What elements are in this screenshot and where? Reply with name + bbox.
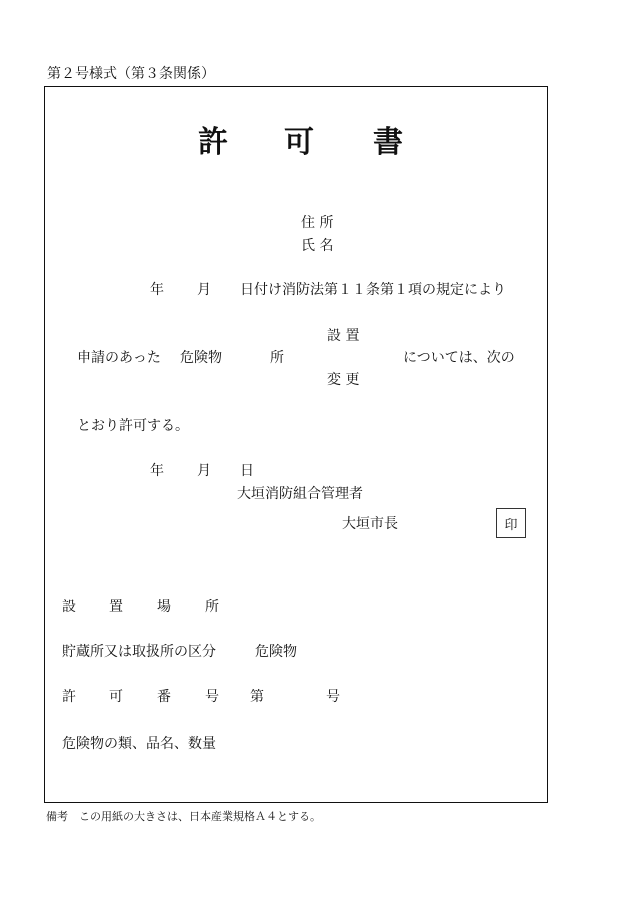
issuer-org: 大垣消防組合管理者	[237, 486, 363, 502]
title-char-2: 可	[284, 125, 314, 160]
permit-no-label-4: 号	[205, 689, 219, 705]
date-text: 日付け消防法第１１条第１項の規定により	[240, 282, 506, 298]
issue-month: 月	[197, 463, 211, 479]
location-label-4: 所	[205, 599, 219, 615]
date-month: 月	[197, 282, 211, 298]
issuer-mayor: 大垣市長	[342, 516, 398, 532]
title-char-3: 書	[373, 125, 403, 160]
seal-box	[496, 508, 526, 538]
date-year: 年	[150, 282, 164, 298]
category-value: 危険物	[255, 644, 297, 660]
materials-label: 危険物の類、品名、数量	[62, 736, 216, 752]
sho-label: 所	[270, 350, 284, 366]
permit-no-label-3: 番	[157, 689, 171, 705]
issue-day: 日	[240, 463, 254, 479]
seal-label: 印	[504, 517, 518, 533]
application-suffix: については、次の	[403, 350, 515, 366]
title-char-1: 許	[198, 125, 228, 160]
permit-no-label-2: 可	[109, 689, 123, 705]
permit-no-dai: 第	[250, 689, 264, 705]
permit-no-gou: 号	[326, 689, 340, 705]
category-label: 貯蔵所又は取扱所の区分	[62, 644, 216, 660]
location-label-2: 置	[109, 599, 123, 615]
location-label-1: 設	[62, 599, 76, 615]
henkou-label: 変 更	[327, 372, 360, 388]
issue-year: 年	[150, 463, 164, 479]
setchi-label: 設 置	[327, 328, 360, 344]
kikenbutsu-label: 危険物	[180, 350, 222, 366]
location-label-3: 場	[157, 599, 171, 615]
permit-no-label-1: 許	[62, 689, 76, 705]
footer-note: 備考 この用紙の大きさは、日本産業規格Ａ４とする。	[46, 810, 321, 823]
permit-text: とおり許可する。	[77, 418, 189, 434]
address-label: 住 所	[301, 215, 334, 231]
form-number: 第２号様式（第３条関係）	[47, 66, 215, 82]
name-label: 氏 名	[301, 238, 334, 254]
application-prefix: 申請のあった	[77, 350, 161, 366]
